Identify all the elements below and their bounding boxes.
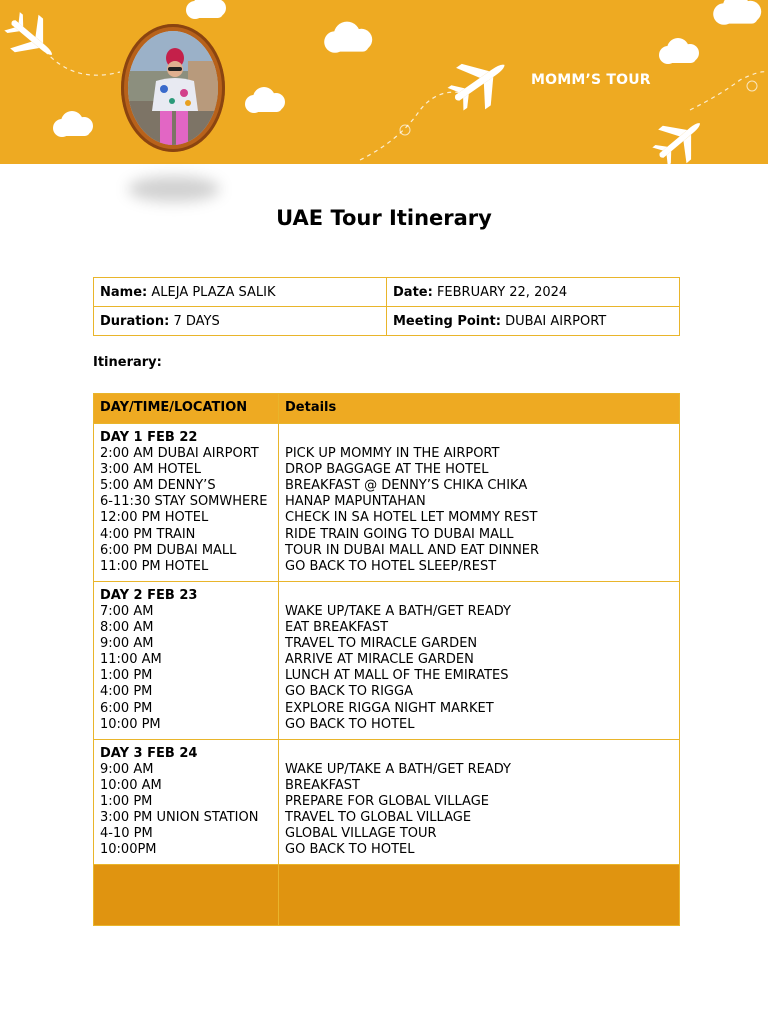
detail-entry: TRAVEL TO GLOBAL VILLAGE [285,810,472,826]
day-time-cell [94,581,279,739]
time-location-entry: 11:00 AM [100,652,162,668]
time-location-entry: 3:00 PM UNION STATION [100,810,259,826]
time-location-entry: 6:00 PM DUBAI MALL [100,542,237,558]
detail-entry: TRAVEL TO MIRACLE GARDEN [285,636,478,652]
day-time-cell [94,424,279,582]
detail-entry: ARRIVE AT MIRACLE GARDEN [285,652,474,668]
banner-decoration [0,0,768,164]
detail-entry: TOUR IN DUBAI MALL AND EAT DINNER [285,542,540,558]
name-cell [94,278,387,307]
itinerary-header-row [94,394,680,424]
name-value: ALEJA PLAZA SALIK [151,284,276,300]
detail-entry: GO BACK TO HOTEL SLEEP/REST [285,558,497,574]
time-location-entry: 8:00 AM [100,620,154,636]
meeting-point-value: DUBAI AIRPORT [505,313,607,329]
date-label: Date: [393,284,433,300]
detail-entry: PREPARE FOR GLOBAL VILLAGE [285,793,489,809]
profile-photo-frame [121,24,225,152]
details-spacer [285,746,673,762]
details-cell [279,424,680,582]
time-location-entry: 10:00 AM [100,777,162,793]
itinerary-footer-row [94,865,680,926]
detail-entry: GO BACK TO HOTEL [285,842,415,858]
page-title: UAE Tour Itinerary [276,206,492,230]
detail-entry: WAKE UP/TAKE A BATH/GET READY [285,761,512,777]
column-header-day-time: DAY/TIME/LOCATION [94,394,279,424]
cloud-icon [713,0,761,25]
duration-label: Duration: [100,313,170,329]
time-location-entry: 12:00 PM HOTEL [100,510,209,526]
time-location-entry: 4-10 PM [100,826,153,842]
airplane-icon [441,44,519,120]
day-time-cell [94,739,279,865]
time-location-entry: 9:00 AM [100,636,154,652]
info-table [93,277,680,336]
meeting-point-label: Meeting Point: [393,313,501,329]
time-location-entry: 6:00 PM [100,700,153,716]
airplane-icon [0,4,66,71]
detail-entry: RIDE TRAIN GOING TO DUBAI MALL [285,526,514,542]
time-location-entry: 9:00 AM [100,761,154,777]
day-heading: DAY 3 FEB 24 [100,745,198,761]
time-location-entry: 6-11:30 STAY SOMWHERE [100,494,268,510]
detail-entry: PICK UP MOMMY IN THE AIRPORT [285,446,500,462]
footer-cell [279,865,680,926]
footer-cell [94,865,279,926]
details-spacer [285,588,673,604]
cloud-icon [324,22,372,53]
detail-entry: CHECK IN SA HOTEL LET MOMMY REST [285,510,538,526]
header-banner [0,0,768,164]
detail-entry: BREAKFAST @ DENNY’S CHIKA CHIKA [285,478,528,494]
time-location-entry: 4:00 PM [100,684,153,700]
detail-entry: LUNCH AT MALL OF THE EMIRATES [285,668,509,684]
table-row [94,424,680,582]
itinerary-body [94,424,680,865]
column-header-details: Details [279,394,680,424]
time-location-entry: 5:00 AM DENNY’S [100,478,216,494]
time-location-entry: 10:00PM [100,842,157,858]
details-cell [279,739,680,865]
detail-entry: HANAP MAPUNTAHAN [285,494,426,510]
time-location-entry: 1:00 PM [100,668,153,684]
detail-entry: GLOBAL VILLAGE TOUR [285,826,437,842]
time-location-entry: 10:00 PM [100,716,161,732]
time-location-entry: 2:00 AM DUBAI AIRPORT [100,446,259,462]
day-heading: DAY 2 FEB 23 [100,587,198,603]
day-heading: DAY 1 FEB 22 [100,430,198,445]
cloud-icon [53,111,93,137]
detail-entry: DROP BAGGAGE AT THE HOTEL [285,462,489,478]
airplane-icon [646,106,714,164]
duration-cell [94,307,387,336]
cloud-icon [245,87,285,113]
table-row [94,739,680,865]
detail-entry: BREAKFAST [285,777,360,793]
profile-photo [128,31,218,145]
detail-entry: WAKE UP/TAKE A BATH/GET READY [285,603,512,619]
time-location-entry: 11:00 PM HOTEL [100,558,209,574]
date-cell [387,278,680,307]
detail-entry: GO BACK TO HOTEL [285,716,415,732]
photo-shadow [128,176,220,202]
detail-entry: EAT BREAKFAST [285,620,389,636]
time-location-entry: 7:00 AM [100,603,154,619]
time-location-entry: 1:00 PM [100,793,153,809]
duration-value: 7 DAYS [173,313,220,329]
detail-entry: GO BACK TO RIGGA [285,684,413,700]
time-location-entry: 3:00 AM HOTEL [100,462,201,478]
cloud-icon [186,0,226,19]
name-label: Name: [100,284,148,300]
time-location-entry: 4:00 PM TRAIN [100,526,196,542]
brand-title: MOMM’S TOUR [531,72,651,88]
cloud-icon [659,38,699,64]
date-value: FEBRUARY 22, 2024 [436,284,568,300]
detail-entry: EXPLORE RIGGA NIGHT MARKET [285,700,494,716]
table-row [94,581,680,739]
itinerary-table [93,393,680,926]
meeting-point-cell [387,307,680,336]
itinerary-label: Itinerary: [93,355,162,370]
details-spacer [285,430,673,446]
details-cell [279,581,680,739]
